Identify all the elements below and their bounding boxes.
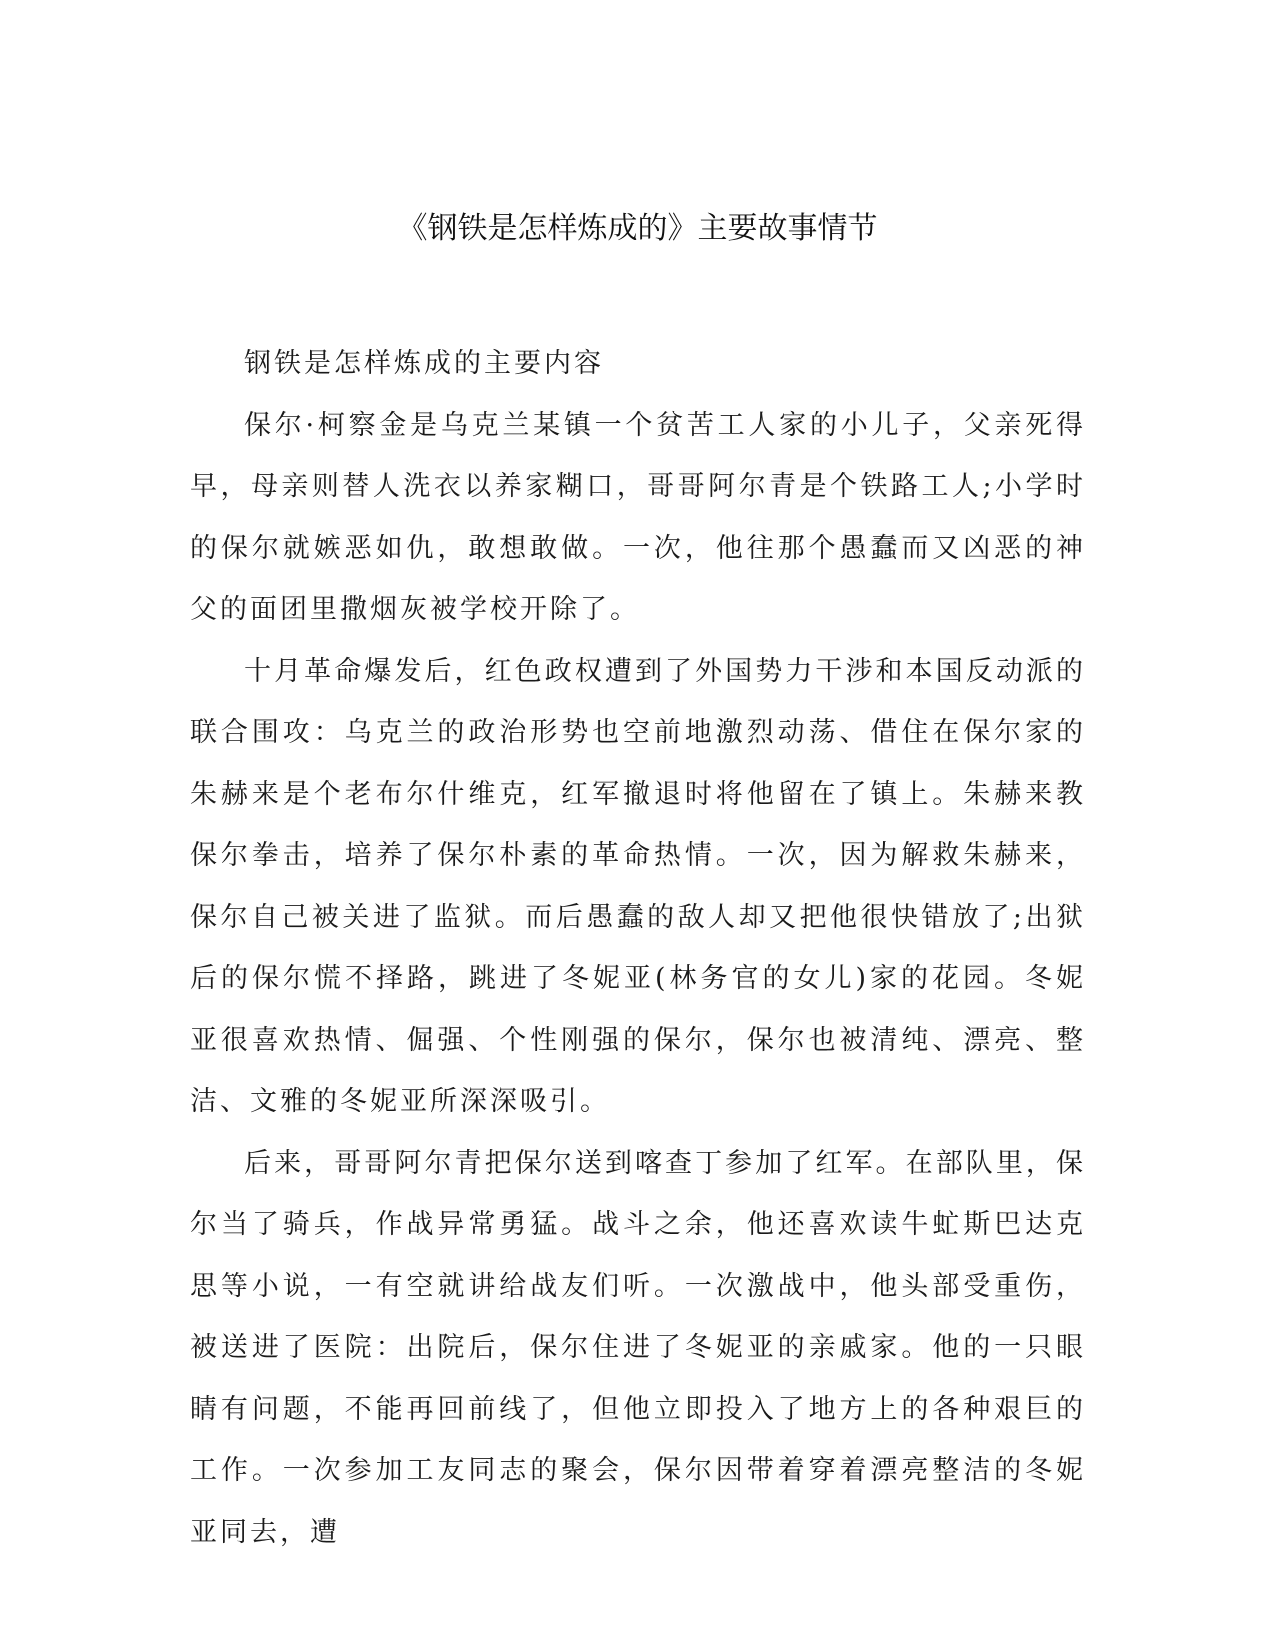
- paragraph: 保尔·柯察金是乌克兰某镇一个贫苦工人家的小儿子，父亲死得早，母亲则替人洗衣以养家糊口，哥哥阿尔青是个铁路工人;小学时的保尔就嫉恶如仇，敢想敢做。一次，他往那个愚蠢而又凶恶的神父的面团里撒烟灰被学校开除了。: [190, 409, 1086, 625]
- paragraph: 后来，哥哥阿尔青把保尔送到喀查丁参加了红军。在部队里，保尔当了骑兵，作战异常勇猛。战斗之余，他还喜欢读牛虻斯巴达克思等小说，一有空就讲给战友们听。一次激战中，他头部受重伤，被送进了医院：出院后，保尔住进了冬妮亚的亲戚家。他的一只眼睛有问题，不能再回前线了，但他立即投入了地方上的各种艰巨的工作。一次参加工友同志的聚会，保尔因带着穿着漂亮整洁的冬妮亚同去，遭: [190, 1147, 1086, 1548]
- paragraph: 十月革命爆发后，红色政权遭到了外国势力干涉和本国反动派的联合围攻：乌克兰的政治形势也空前地激烈动荡、借住在保尔家的朱赫来是个老布尔什维克，红军撤退时将他留在了镇上。朱赫来教保尔拳击，培养了保尔朴素的革命热情。一次，因为解救朱赫来，保尔自己被关进了监狱。而后愚蠢的敌人却又把他很快错放了;出狱后的保尔慌不择路，跳进了冬妮亚(林务官的女儿)家的花园。冬妮亚很喜欢热情、倔强、个性刚强的保尔，保尔也被清纯、漂亮、整洁、文雅的冬妮亚所深深吸引。: [190, 655, 1086, 1117]
- document-title: 《钢铁是怎样炼成的》主要故事情节: [397, 211, 878, 246]
- document-body: [190, 333, 1086, 1563]
- paragraph: 钢铁是怎样炼成的主要内容: [244, 348, 604, 379]
